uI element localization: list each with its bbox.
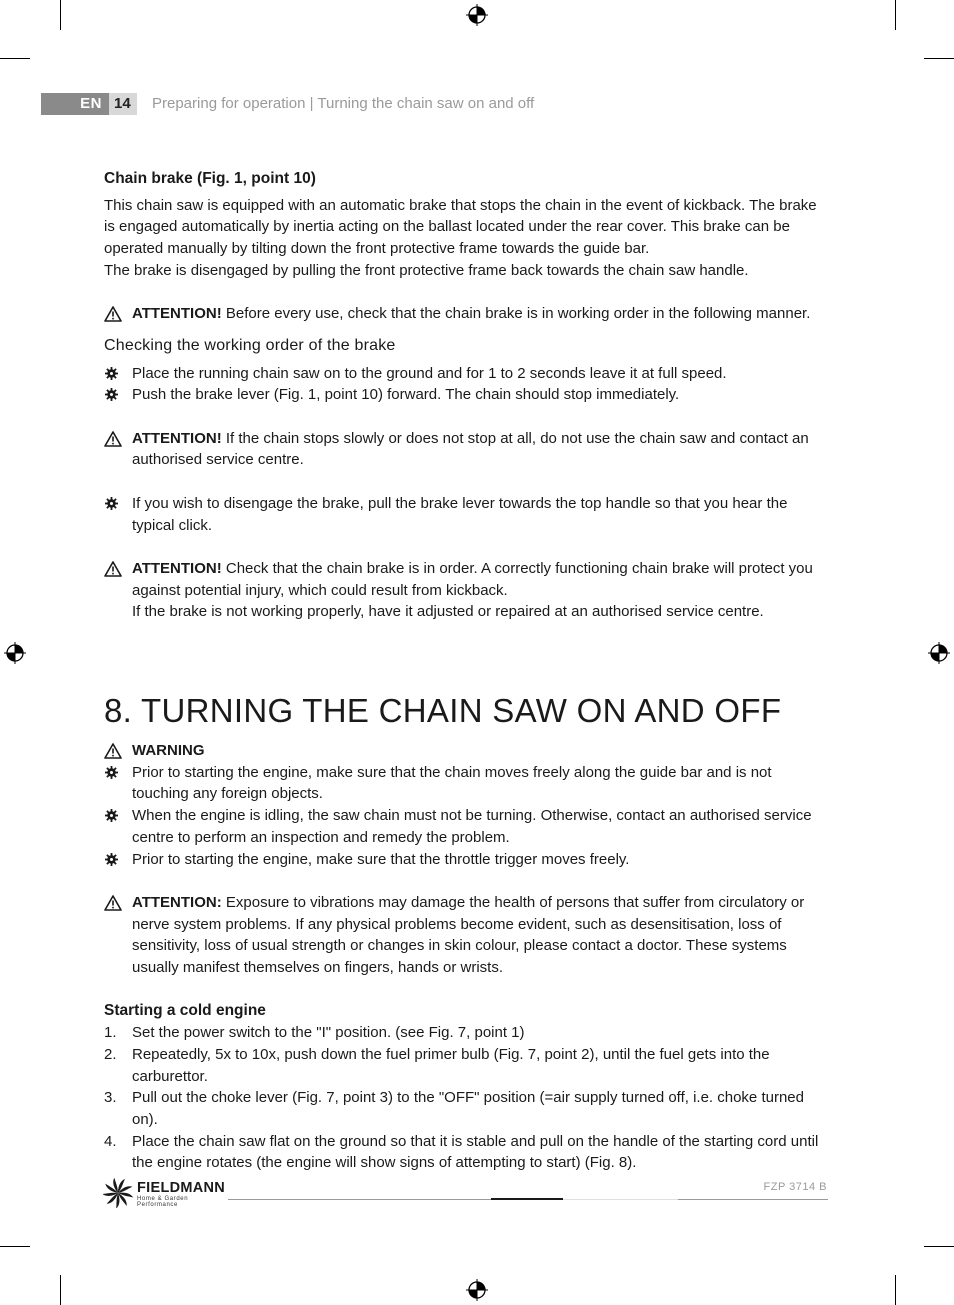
- step-item: [104, 1087, 829, 1130]
- step-number: 1.: [104, 1024, 117, 1042]
- chain-brake-heading: Chain brake (Fig. 1, point 10): [104, 170, 316, 187]
- crop-mark: [60, 0, 61, 30]
- list-item-text: Push the brake lever (Fig. 1, point 10) forward. The chain should stop immediately.: [132, 386, 680, 404]
- crop-mark: [895, 1275, 896, 1305]
- attention-text-2: If the brake is not working properly, have it adjusted or repaired at an authorised service centre.: [132, 603, 764, 621]
- list-item: [104, 384, 829, 406]
- section-title: 8. TURNING THE CHAIN SAW ON AND OFF: [104, 692, 782, 729]
- attention-text: If the chain stops slowly or does not stop at all, do not use the chain saw and contact an authorised service centre.: [132, 429, 809, 469]
- fieldmann-swirl-icon: [103, 1178, 133, 1208]
- attention-label: ATTENTION:: [132, 893, 222, 911]
- warning-triangle-icon: [104, 306, 122, 322]
- warning-triangle-icon: [104, 561, 122, 577]
- brand-name: FIELDMANN: [137, 1180, 226, 1196]
- attention-text: Check that the chain brake is in order. A correctly functioning chain brake will protect you against potential injury, which could result from kickback.: [132, 559, 813, 599]
- attention-text: Before every use, check that the chain brake is in working order in the following manner.: [221, 305, 811, 323]
- crop-mark: [0, 58, 30, 59]
- attention-label: ATTENTION!: [132, 429, 222, 447]
- crop-mark: [895, 0, 896, 30]
- crop-mark: [924, 58, 954, 59]
- list-item: [104, 363, 829, 385]
- footer-rule: [563, 1199, 678, 1200]
- step-item: [104, 1022, 829, 1044]
- gear-bullet-icon: [105, 766, 118, 779]
- attention-note-4: [104, 892, 829, 979]
- gear-bullet-icon: [105, 388, 118, 401]
- attention-text: Exposure to vibrations may damage the health of persons that suffer from circulatory or nerve system problems. If any physical problems become evident, such as desensitisation, loss of sensitivity, loss of usual strength or changes in skin colour, please contact a doctor. These systems usually manifest themselves on fingers, hands or wrists.: [132, 893, 805, 977]
- footer-rule: [228, 1199, 491, 1200]
- step-text: Set the power switch to the "I" position. (see Fig. 7, point 1): [132, 1024, 525, 1042]
- list-item: [104, 849, 829, 871]
- language-tab: [41, 93, 109, 115]
- gear-bullet-icon: [105, 497, 118, 510]
- page-number: 14: [114, 95, 131, 112]
- step-text: Place the chain saw flat on the ground so that it is stable and pull on the handle of the starting cord until the engine rotates (the engine will show signs of attempting to start) (Fig. 8).: [132, 1132, 819, 1172]
- gear-bullet-icon: [105, 367, 118, 380]
- running-header: Preparing for operation | Turning the chain saw on and off: [152, 95, 535, 112]
- list-item-text: Place the running chain saw on to the ground and for 1 to 2 seconds leave it at full speed.: [132, 364, 727, 382]
- step-item: [104, 1131, 829, 1174]
- cold-start-steps: [104, 1022, 829, 1174]
- step-text: Pull out the choke lever (Fig. 7, point 3) to the "OFF" position (=air supply turned off, i.e. choke turned on).: [132, 1089, 804, 1128]
- list-item-text: Prior to starting the engine, make sure that the throttle trigger moves freely.: [132, 850, 630, 868]
- step-number: 4.: [104, 1132, 117, 1150]
- registration-mark-icon: [466, 1279, 488, 1301]
- attention-note-1: [104, 303, 829, 325]
- list-item: [104, 805, 829, 848]
- attention-note-3: [104, 558, 829, 623]
- attention-label: ATTENTION!: [132, 559, 222, 577]
- list-item: [104, 762, 829, 805]
- warning-heading: [104, 740, 829, 762]
- list-item-text: If you wish to disengage the brake, pull the brake lever towards the top handle so that you hear the typical click.: [132, 494, 788, 534]
- chain-brake-para-2: The brake is disengaged by pulling the front protective frame back towards the chain saw handle.: [104, 261, 749, 279]
- page-content: [104, 168, 829, 1174]
- crop-mark: [60, 1275, 61, 1305]
- attention-note-2: [104, 428, 829, 471]
- warning-triangle-icon: [104, 895, 122, 911]
- page-number-tab: [109, 93, 137, 115]
- list-item-text: When the engine is idling, the saw chain must not be turning. Otherwise, contact an authorised service centre to perform an inspection and remedy the problem.: [132, 807, 812, 846]
- gear-bullet-icon: [105, 809, 118, 822]
- language-code: EN: [80, 95, 102, 112]
- crop-mark: [924, 1246, 954, 1247]
- footer-rule: [678, 1199, 828, 1200]
- model-number: FZP 3714 B: [763, 1181, 827, 1193]
- crop-mark: [0, 1246, 30, 1247]
- chain-brake-para-1: This chain saw is equipped with an automatic brake that stops the chain in the event of kickback. The brake is engaged automatically by inertia acting on the ballast located under the rear cover. This brake can be operated manually by tilting down the front protective frame towards the guide bar.: [104, 196, 817, 258]
- list-item: [104, 493, 829, 536]
- brand-tagline: Home & Garden Performance: [137, 1196, 189, 1208]
- step-number: 3.: [104, 1089, 117, 1107]
- warning-triangle-icon: [104, 431, 122, 447]
- step-text: Repeatedly, 5x to 10x, push down the fuel primer bulb (Fig. 7, point 2), until the fuel gets into the carburettor.: [132, 1045, 770, 1085]
- warning-triangle-icon: [104, 743, 122, 759]
- step-number: 2.: [104, 1045, 117, 1063]
- registration-mark-icon: [4, 642, 26, 664]
- footer-rule-accent: [491, 1198, 563, 1200]
- registration-mark-icon: [928, 642, 950, 664]
- list-item-text: Prior to starting the engine, make sure that the chain moves freely along the guide bar and is not touching any foreign objects.: [132, 763, 772, 803]
- registration-mark-icon: [466, 4, 488, 26]
- brand-logo: [103, 1177, 228, 1209]
- warning-label: WARNING: [132, 742, 205, 759]
- attention-label: ATTENTION!: [132, 305, 222, 323]
- checking-brake-subheading: Checking the working order of the brake: [104, 336, 396, 354]
- cold-start-heading: Starting a cold engine: [104, 1002, 266, 1020]
- gear-bullet-icon: [105, 853, 118, 866]
- step-item: [104, 1044, 829, 1087]
